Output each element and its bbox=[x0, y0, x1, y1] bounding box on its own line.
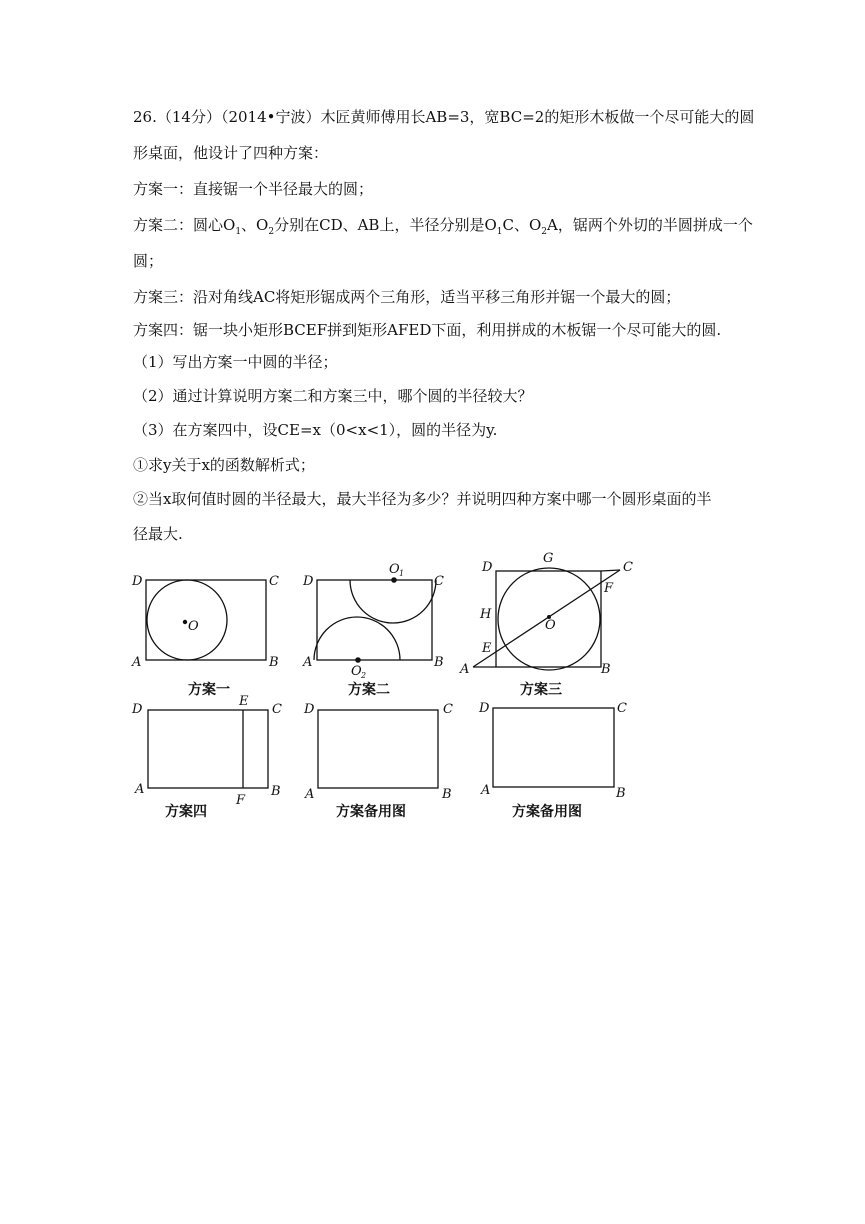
question-3b: ②当x取何值时圆的半径最大，最大半径为多少？并说明四种方案中哪一个圆形桌面的半 bbox=[133, 490, 712, 508]
plan1-rectangle bbox=[146, 580, 266, 660]
label-a: A bbox=[481, 783, 491, 798]
label-o1: O bbox=[389, 562, 400, 577]
problem-header: 26.（14分）（2014•宁波）木匠黄师傅用长AB=3，宽BC=2的矩形木板做一个尽可能大的圆 bbox=[133, 108, 755, 126]
label-o2-sub: 2 bbox=[361, 671, 367, 680]
label-c: C bbox=[269, 574, 279, 589]
plan2-part-b: 、O bbox=[241, 216, 269, 234]
label-b: B bbox=[434, 655, 444, 670]
spare2-rectangle bbox=[493, 708, 614, 787]
plan1-center-dot bbox=[183, 620, 187, 624]
label-c: C bbox=[272, 702, 282, 717]
label-c: C bbox=[617, 701, 627, 716]
subscript: 2 bbox=[541, 227, 548, 237]
label-d: D bbox=[482, 560, 493, 575]
label-o1-sub: 1 bbox=[399, 569, 405, 578]
label-e: E bbox=[482, 641, 492, 656]
plan2-part-d: C、O bbox=[502, 216, 542, 234]
caption-plan2: 方案二 bbox=[348, 682, 390, 698]
label-c: C bbox=[443, 702, 453, 717]
question-3: （3）在方案四中，设CE=x（0<x<1），圆的半径为y. bbox=[133, 421, 498, 439]
label-f: F bbox=[236, 793, 246, 808]
plan4-text: 方案四：锯一块小矩形BCEF拼到矩形AFED下面，利用拼成的木板锯一个尽可能大的圆. bbox=[133, 321, 722, 339]
label-d: D bbox=[132, 702, 143, 717]
label-a: A bbox=[135, 782, 145, 797]
label-a: A bbox=[460, 662, 470, 677]
label-c: C bbox=[434, 574, 444, 589]
label-g: G bbox=[543, 551, 554, 566]
question-1: （1）写出方案一中圆的半径； bbox=[133, 353, 338, 371]
subscript: 2 bbox=[268, 227, 275, 237]
label-e: E bbox=[239, 694, 249, 709]
plan1-text: 方案一：直接锯一个半径最大的圆； bbox=[133, 180, 374, 198]
label-b: B bbox=[269, 655, 279, 670]
label-o: O bbox=[545, 618, 556, 633]
subscript: 1 bbox=[496, 227, 503, 237]
caption-plan4: 方案四 bbox=[165, 804, 207, 820]
label-b: B bbox=[601, 662, 611, 677]
label-c: C bbox=[623, 560, 633, 575]
plan3-triangle-top bbox=[601, 570, 620, 571]
subscript: 1 bbox=[235, 227, 242, 237]
caption-spare1: 方案备用图 bbox=[336, 804, 406, 820]
label-o2: O bbox=[351, 664, 362, 679]
label-h: H bbox=[480, 607, 492, 622]
caption-plan1: 方案一 bbox=[188, 682, 230, 698]
plan4-rectangle bbox=[148, 710, 268, 788]
plan2-part-e: A，锯两个外切的半圆拼成一个 bbox=[547, 216, 753, 234]
label-a: A bbox=[303, 655, 313, 670]
label-b: B bbox=[616, 786, 626, 801]
plan1-circle bbox=[147, 580, 227, 660]
label-b: B bbox=[271, 784, 281, 799]
problem-header-cont: 形桌面，他设计了四种方案： bbox=[133, 144, 329, 162]
label-a: A bbox=[132, 655, 142, 670]
plan2-upper-semicircle bbox=[350, 580, 436, 623]
caption-plan3: 方案三 bbox=[520, 682, 562, 698]
label-d: D bbox=[304, 702, 315, 717]
plan2-part-a: 方案二：圆心O bbox=[133, 216, 236, 234]
plan2-text-cont: 圆； bbox=[133, 252, 164, 270]
question-2: （2）通过计算说明方案二和方案三中，哪个圆的半径较大？ bbox=[133, 387, 533, 405]
plan2-o2-dot bbox=[355, 657, 361, 663]
label-o: O bbox=[188, 619, 199, 634]
plan2-o1-dot bbox=[391, 577, 397, 583]
label-d: D bbox=[479, 701, 490, 716]
label-a: A bbox=[305, 787, 315, 802]
plan2-lower-semicircle bbox=[314, 617, 400, 660]
label-d: D bbox=[303, 574, 314, 589]
label-d: D bbox=[132, 574, 143, 589]
label-f: F bbox=[604, 581, 614, 596]
question-3a: ①求y关于x的函数解析式； bbox=[133, 456, 315, 474]
plan3-text: 方案三：沿对角线AC将矩形锯成两个三角形，适当平移三角形并锯一个最大的圆； bbox=[133, 288, 681, 306]
plan2-part-c: 分别在CD、AB上，半径分别是O bbox=[274, 216, 497, 234]
spare1-rectangle bbox=[318, 710, 438, 788]
question-3b-cont: 径最大. bbox=[133, 525, 183, 543]
label-b: B bbox=[442, 787, 452, 802]
caption-spare2: 方案备用图 bbox=[512, 804, 582, 820]
